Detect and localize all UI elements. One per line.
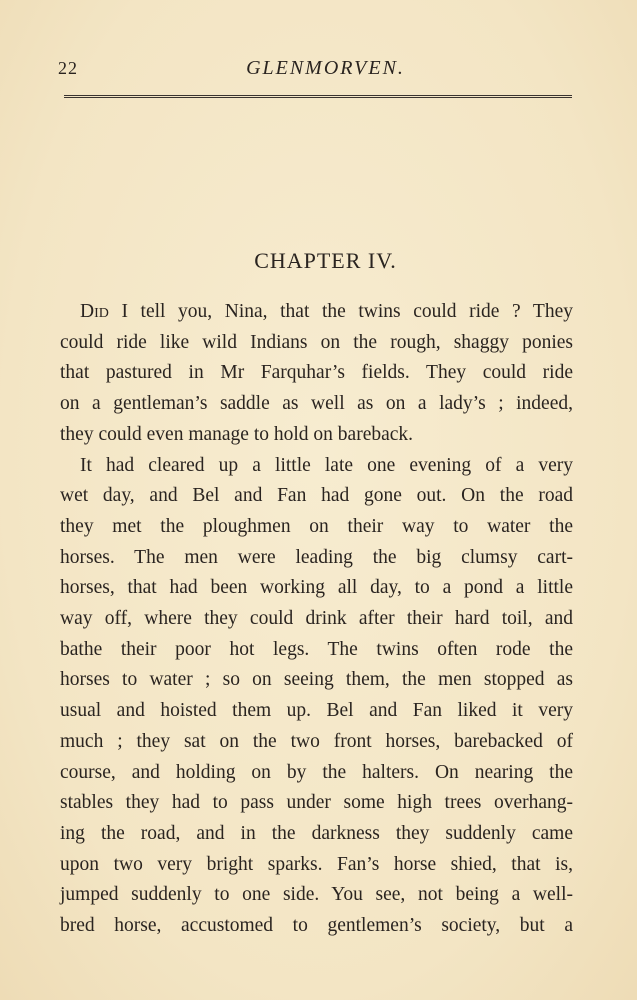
- chapter-body: [60, 297, 573, 942]
- text-line: It had cleared up a little late one evening of a very: [80, 454, 573, 476]
- text-line: on a gentleman’s saddle as well as on a lady’s ; indeed,: [60, 393, 573, 415]
- text-line: ing the road, and in the darkness they suddenly came: [60, 822, 573, 844]
- header-rule: [64, 95, 572, 98]
- text-line: course, and holding on by the halters. On nearing the: [60, 761, 573, 783]
- page-number: 22: [58, 58, 78, 78]
- text-line-content: I tell you, Nina, that the twins could ride ? They: [108, 301, 573, 322]
- text-line: [60, 297, 573, 328]
- text-line: could ride like wild Indians on the rough, shaggy ponies: [60, 331, 573, 353]
- text-line: upon two very bright sparks. Fan’s horse shied, that is,: [60, 853, 573, 875]
- text-line: usual and hoisted them up. Bel and Fan liked it very: [60, 700, 573, 722]
- text-line: wet day, and Bel and Fan had gone out. On the road: [60, 485, 573, 507]
- opening-word: Did: [80, 301, 109, 322]
- text-line: bred horse, accustomed to gentlemen’s society, but a: [60, 915, 573, 937]
- text-line: bathe their poor hot legs. The twins often rode the: [60, 638, 573, 660]
- text-line: way off, where they could drink after their hard toil, and: [60, 608, 573, 630]
- text-line: jumped suddenly to one side. You see, not being a well-: [60, 884, 573, 906]
- text-line: horses to water ; so on seeing them, the men stopped as: [60, 669, 573, 691]
- text-line: much ; they sat on the two front horses, barebacked of: [60, 730, 573, 752]
- text-line: that pastured in Mr Farquhar’s fields. They could ride: [60, 362, 573, 384]
- text-line: stables they had to pass under some high trees overhang-: [60, 792, 573, 814]
- text-line: they met the ploughmen on their way to water the: [60, 515, 573, 537]
- text-line: horses. The men were leading the big clumsy cart-: [60, 546, 573, 568]
- chapter-title: CHAPTER IV.: [254, 248, 397, 273]
- text-line: horses, that had been working all day, to a pond a little: [60, 577, 573, 599]
- text-line: they could even manage to hold on bareback.: [60, 423, 414, 445]
- running-head: GLENMORVEN.: [246, 57, 405, 79]
